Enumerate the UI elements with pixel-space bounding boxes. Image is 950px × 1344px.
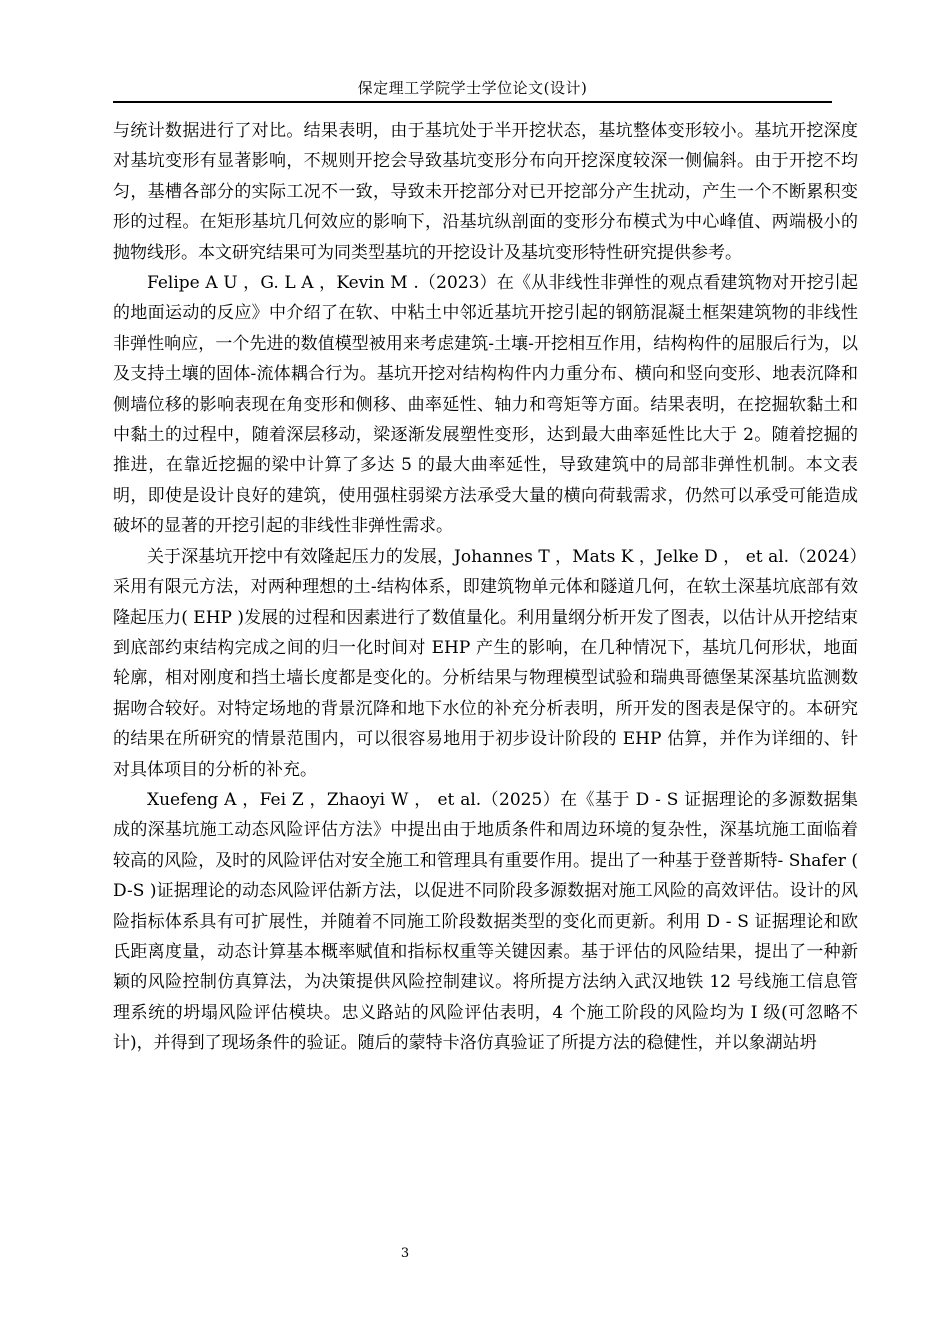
paragraph-4: Xuefeng A ，Fei Z ，Zhaoyi W ， et al.（2025）在《基于 D - S 证据理论的多源数据集成的深基坑施工动态风险评估方法》中提出由于地质条件和周边环境的复杂性，深基坑施工面临着较高的风险，及时的风险评估对安全施工和管理具有重要作用。提出了一种基于登普斯特- Shafer ( D-S )证据理论的动态风险评估新方法，以促进不同阶段多源数据对施工风险的高效评估。设计的风险指标体系具有可扩展性，并随着不同施工阶段数据类型的变化而更新。利用 D - S 证据理论和欧氏距离度量，动态计算基本概率赋值和指标权重等关键因素。基于评估的风险结果，提出了一种新颖的风险控制仿真算法，为决策提供风险控制建议。将所提方法纳入武汉地铁 12 号线施工信息管理系统的坍塌风险评估模块。忠义路站的风险评估表明，4 个施工阶段的风险均为 I 级(可忽略不计)，并得到了现场条件的验证。随后的蒙特卡洛仿真验证了所提方法的稳健性，并以象湖站坍 [113,789,858,1054]
paragraph-2: Felipe A U ，G. L A ，Kevin M .（2023）在《从非线性非弹性的观点看建筑物对开挖引起的地面运动的反应》中介绍了在软、中粘土中邻近基坑开挖引起的钢筋混凝土框架建筑物的非线性非弹性响应，一个先进的数值模型被用来考虑建筑-土壤-开挖相互作用，结构构件的屈服后行为，以及支持土壤的固体-流体耦合行为。基坑开挖对结构构件内力重分布、横向和竖向变形、地表沉降和侧墙位移的影响表现在角变形和侧移、曲率延性、轴力和弯矩等方面。结果表明，在挖掘软黏土和中黏土的过程中，随着深层移动，梁逐渐发展塑性变形，达到最大曲率延性比大于 2。随着挖掘的推进，在靠近挖掘的梁中计算了多达 5 的最大曲率延性，导致建筑中的局部非弹性机制。本文表明，即使是设计良好的建筑，使用强柱弱梁方法承受大量的横向荷载需求，仍然可以承受可能造成破坏的显著的开挖引起的非线性非弹性需求。 [113,273,858,537]
page-number: 3 [400,1246,410,1261]
paragraph-1: 与统计数据进行了对比。结果表明，由于基坑处于半开挖状态，基坑整体变形较小。基坑开挖深度对基坑变形有显著影响，不规则开挖会导致基坑变形分布向开挖深度较深一侧偏斜。由于开挖不均匀，基槽各部分的实际工况不一致，导致未开挖部分对已开挖部分产生扰动，产生一个不断累积变形的过程。在矩形基坑几何效应的影响下，沿基坑纵剖面的变形分布模式为中心峰值、两端极小的抛物线形。本文研究结果可为同类型基坑的开挖设计及基坑变形特性研究提供参考。 [113,121,858,263]
body-text [113,116,858,1059]
paragraph-3: 关于深基坑开挖中有效隆起压力的发展，Johannes T ，Mats K ，Jelke D ， et al.（2024）采用有限元方法，对两种理想的土-结构体系，即建筑物单元体和隧道几何，在软土深基坑底部有效隆起压力( EHP )发展的过程和因素进行了数值量化。利用量纲分析开发了图表，以估计从开挖结束到底部约束结构完成之间的归一化时间对 EHP 产生的影响，在几种情况下，基坑几何形状，地面轮廓，相对刚度和挡土墙长度都是变化的。分析结果与物理模型试验和瑞典哥德堡某深基坑监测数据吻合较好。对特定场地的背景沉降和地下水位的补充分析表明，所开发的图表是保守的。本研究的结果在所研究的情景范围内，可以很容易地用于初步设计阶段的 EHP 估算，并作为详细的、针对具体项目的分析的补充。 [113,546,858,780]
page-header-title: 保定理工学院学士学位论文(设计) [357,79,588,97]
header-divider [113,101,832,103]
